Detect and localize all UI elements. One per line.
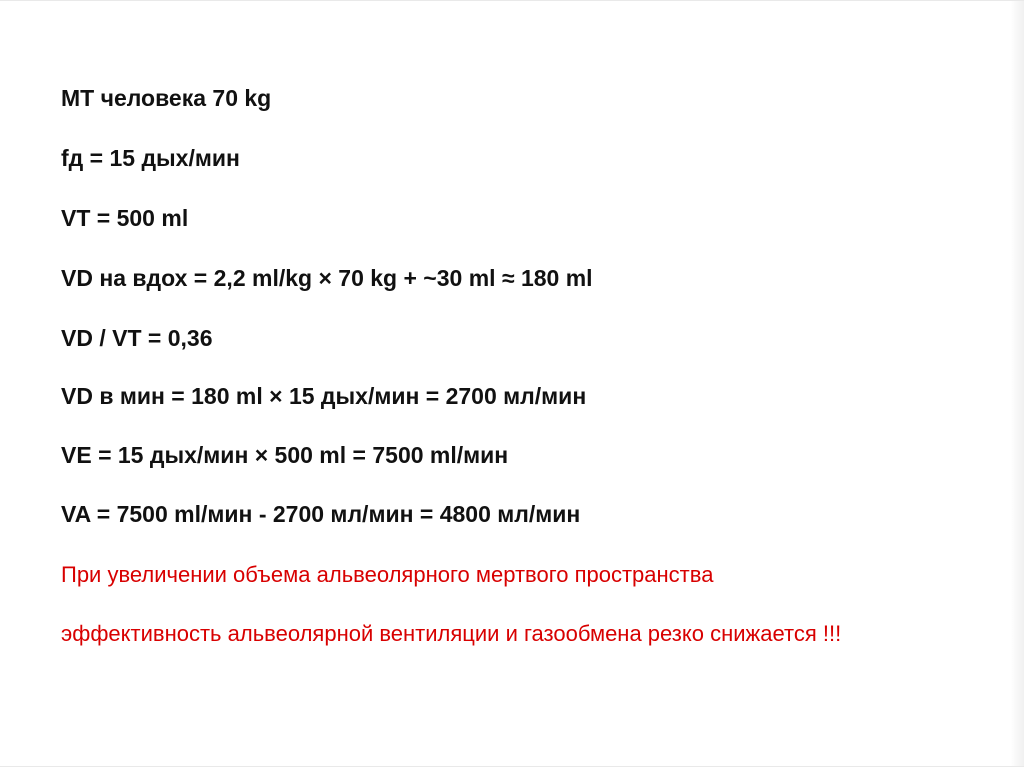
dead-space-per-breath-line: VD на вдох = 2,2 ml/kg × 70 kg + ~30 ml ≈ 180 ml bbox=[61, 265, 593, 291]
conclusion-line-1: При увеличении объема альвеолярного мертвого пространства bbox=[61, 562, 714, 587]
conclusion-line-2: эффективность альвеолярной вентиляции и газообмена резко снижается !!! bbox=[61, 621, 842, 646]
minute-ventilation-line: VE = 15 дых/мин × 500 ml = 7500 ml/мин bbox=[61, 442, 509, 468]
alveolar-ventilation-line: VA = 7500 ml/мин - 2700 мл/мин = 4800 мл/мин bbox=[61, 501, 581, 527]
breathing-rate-line: fд = 15 дых/мин bbox=[61, 145, 240, 171]
dead-space-per-minute-line: VD в мин = 180 ml × 15 дых/мин = 2700 мл/мин bbox=[61, 383, 587, 409]
tidal-volume-line: VT = 500 ml bbox=[61, 205, 189, 231]
dead-space-ratio-line: VD / VT = 0,36 bbox=[61, 325, 213, 351]
body-mass-line: MT человека 70 kg bbox=[61, 85, 272, 111]
